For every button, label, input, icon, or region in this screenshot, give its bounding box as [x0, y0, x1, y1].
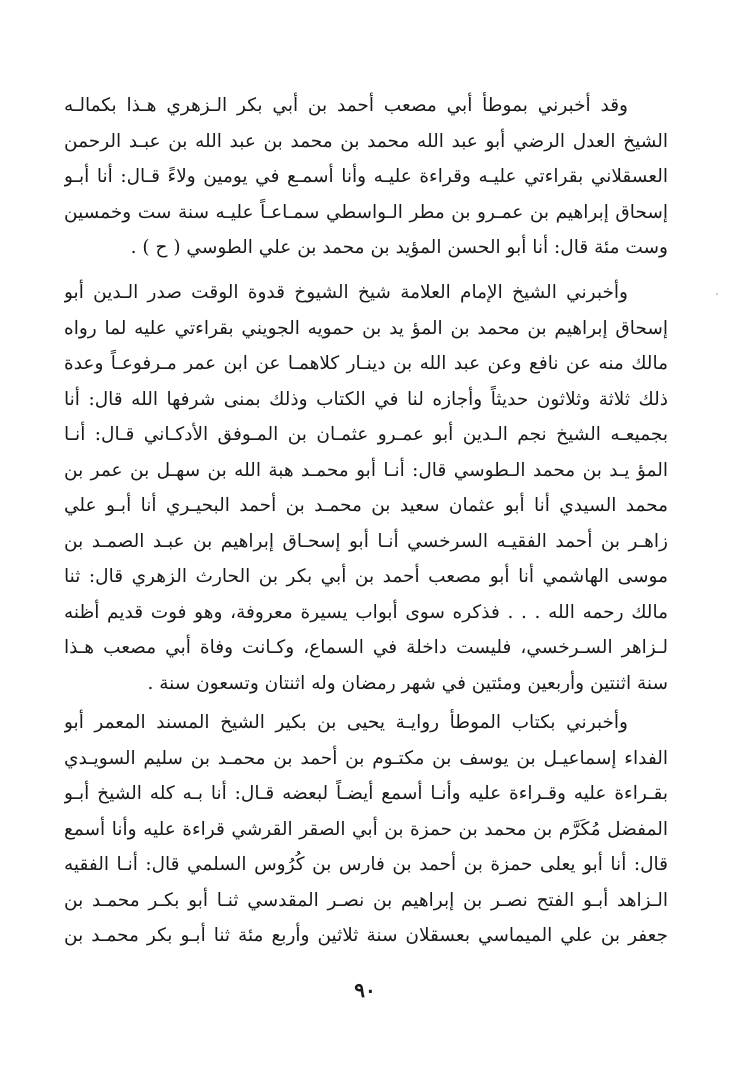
text-line: بقـراءة عليه وقـراءة عليه وأنـا أسمع أيضـاً لبعضه قـال: أنا بـه كله الشيخ أبـو [64, 783, 668, 804]
text-line: بجميعـه الشيخ نجم الـدين أبو عمـرو عثمـان بن المـوفق الأدكـاني قـال: أنـا [64, 424, 668, 445]
paragraph-2 [64, 275, 668, 701]
text-line: زاهـر بن أحمد الفقيـه السرخسي أنـا أبو إسحـاق إبراهيم بن عبـد الصمـد بن [64, 530, 668, 552]
page-number: ٩٠ [354, 978, 376, 1002]
paragraph-1 [64, 88, 668, 266]
text-line: لـزاهر السـرخسي، فليست داخلة في السماع، وكـانت وفاة أبي مصعب هـذا [64, 637, 668, 658]
text-line: وست مئة قال: أنا أبو الحسن المؤيد بن محمد بن علي الطوسي ( ح ) . [130, 237, 668, 258]
paragraph-3 [64, 705, 668, 954]
text-line: جعفر بن علي الميماسي بعسقلان سنة ثلاثين وأربع مئة ثنا أبـو بكر محمـد بن [64, 925, 668, 946]
text-line: المفضل مُكَرَّم بن محمد بن حمزة بن أبي الصقر القرشي قراءة عليه وأنا أسمع [64, 818, 668, 840]
text-line: وقد أخبرني بموطأ أبي مصعب أحمد بن أبي بكر الـزهري هـذا بكمالـه [64, 95, 628, 116]
text-line: إسحاق إبراهيم بن عمـرو بن مطر الـواسطي سمـاعـاً عليـه سنة ست وخمسين [64, 201, 668, 223]
text-line: وأخبرني بكتاب الموطأ روايـة يحيى بن بكير الشيخ المسند المعمر أبو [64, 712, 628, 733]
text-line: ذلك ثلاثة وثلاثون حديثاً وأجازه لنا في الكتاب وذلك بمنى شرفها الله قال: أنا [64, 388, 668, 410]
text-line: مالك منه عن نافع وعن عبد الله بن دينـار كلاهمـا عن ابن عمر مـرفوعـاً وعدة [64, 353, 668, 374]
text-line: موسى الهاشمي أنا أبو مصعب أحمد بن أبي بكر بن الحارث الزهري قال: ثنا [64, 566, 668, 587]
text-line: وأخبرني الشيخ الإمام العلامة شيخ الشيوخ قدوة الوقت صدر الـدين أبو [64, 282, 628, 303]
text-line: مالك رحمه الله . . . فذكره سوى أبواب يسيرة معروفة، وهو فوت قديم أظنه [64, 601, 668, 623]
text-line: سنة اثنتين وأربعين ومئتين في شهر رمضان وله اثنتان وتسعون سنة . [147, 672, 668, 694]
text-line: الفداء إسماعيـل بن يوسف بن مكتـوم بن أحمد بن محمـد بن سليم السويـدي [64, 747, 668, 769]
text-line: قال: أنا أبو يعلى حمزة بن أحمد بن فارس بن كُرُوس السلمي قال: أنـا الفقيه [64, 854, 668, 875]
text-line: المؤ يـد بن محمد الـطوسي قال: أنـا أبو محمـد هبة الله بن سهـل بن عمر بن [64, 459, 668, 481]
text-line: الـزاهد أبـو الفتح نصـر بن إبراهيم بن نصـر المقدسي ثنـا أبو بكـر محمـد بن [64, 889, 668, 911]
text-line: الشيخ العدل الرضي أبو عبد الله محمد بن محمد بن عبد الله بن عبـد الرحمن [64, 130, 668, 152]
text-line: العسقلاني بقراءتي عليـه وقراءة عليـه وأنا أسمـع في يومين ولاءً قـال: أنا أبـو [64, 166, 668, 187]
text-line: محمد السيدي أنا أبو عثمان سعيد بن محمـد بن أحمد البحيـري أنا أبـو علي [64, 495, 668, 516]
scan-speck [716, 293, 718, 295]
text-line: إسحاق إبراهيم بن محمد بن المؤ يد بن حمويه الجويني بقراءتي عليه لما رواه [64, 317, 668, 339]
